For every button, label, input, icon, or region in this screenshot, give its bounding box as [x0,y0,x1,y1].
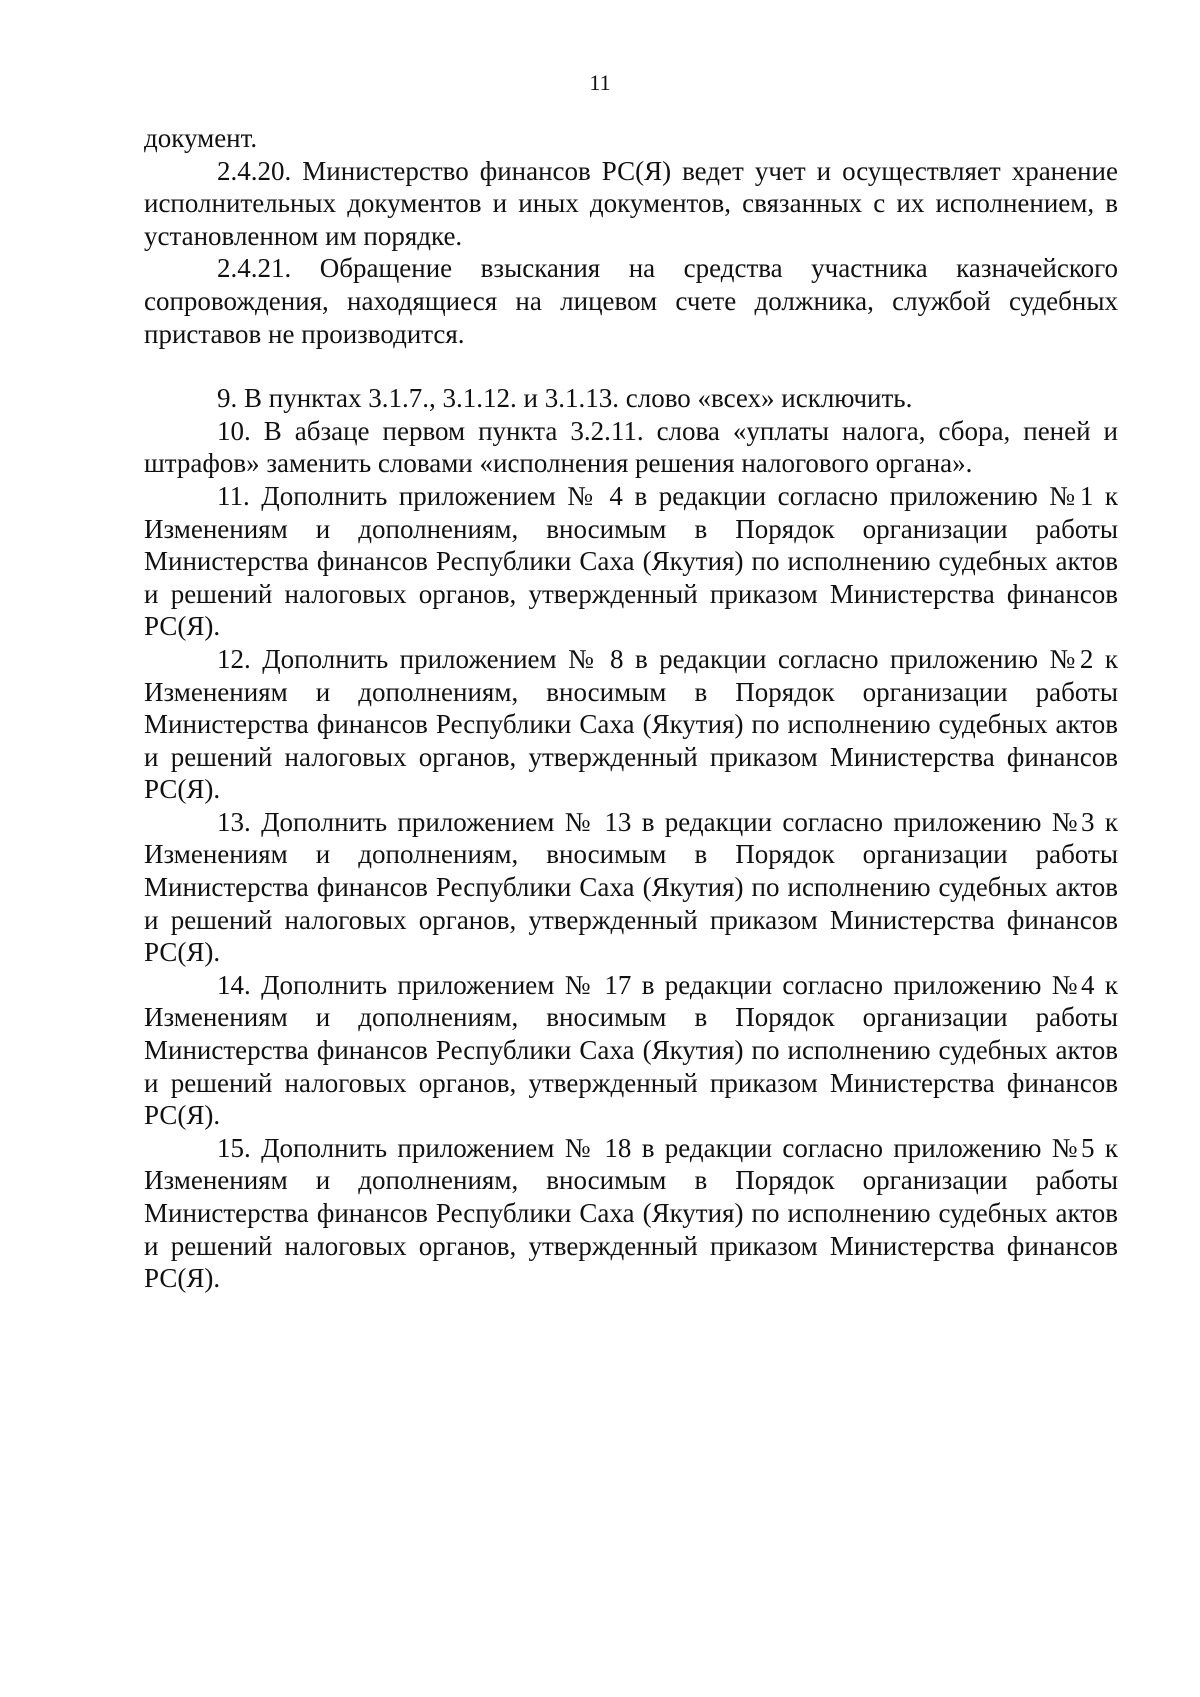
paragraph-2-4-21: 2.4.21. Обращение взыскания на средства участника казначейского сопровождения, находящиеся на лицевом счете должника, службой судебных приставов не производится. [144,253,1118,349]
paragraph-item-12: 12. Дополнить приложением № 8 в редакции согласно приложению №2 к Изменениям и дополнениям, вносимым в Порядок организации работы Министерства финансов Республики Саха (Якутия) по исполнению судебных актов и решений налоговых органов, утвержденный приказом Министерства финансов РС(Я). [144,643,1118,805]
paragraph-gap [144,350,1118,382]
paragraph-item-13: 13. Дополнить приложением № 13 в редакции согласно приложению №3 к Изменениям и дополнениям, вносимым в Порядок организации работы Министерства финансов Республики Саха (Якутия) по исполнению судебных актов и решений налоговых органов, утвержденный приказом Министерства финансов РС(Я). [144,806,1118,968]
paragraph-2-4-20: 2.4.20. Министерство финансов РС(Я) ведет учет и осуществляет хранение исполнительных документов и иных документов, связанных с их исполнением, в установленном им порядке. [144,155,1118,251]
paragraph-continuation: документ. [144,123,258,153]
paragraph-item-11: 11. Дополнить приложением № 4 в редакции согласно приложению №1 к Изменениям и дополнениям, вносимым в Порядок организации работы Министерства финансов Республики Саха (Якутия) по исполнению судебных актов и решений налоговых органов, утвержденный приказом Министерства финансов РС(Я). [144,480,1118,642]
page-number: 11 [589,70,611,95]
paragraph-item-15: 15. Дополнить приложением № 18 в редакции согласно приложению №5 к Изменениям и дополнениям, вносимым в Порядок организации работы Министерства финансов Республики Саха (Якутия) по исполнению судебных актов и решений налоговых органов, утвержденный приказом Министерства финансов РС(Я). [144,1132,1118,1294]
paragraph-item-9: 9. В пунктах 3.1.7., 3.1.12. и 3.1.13. слово «всех» исключить. [217,383,913,414]
paragraph-item-14: 14. Дополнить приложением № 17 в редакции согласно приложению №4 к Изменениям и дополнениям, вносимым в Порядок организации работы Министерства финансов Республики Саха (Якутия) по исполнению судебных актов и решений налоговых органов, утвержденный приказом Министерства финансов РС(Я). [144,969,1118,1131]
paragraph-item-10: 10. В абзаце первом пункта 3.2.11. слова «уплаты налога, сбора, пеней и штрафов» заменить словами «исполнения решения налогового органа». [144,415,1118,479]
document-body [144,122,1118,1295]
